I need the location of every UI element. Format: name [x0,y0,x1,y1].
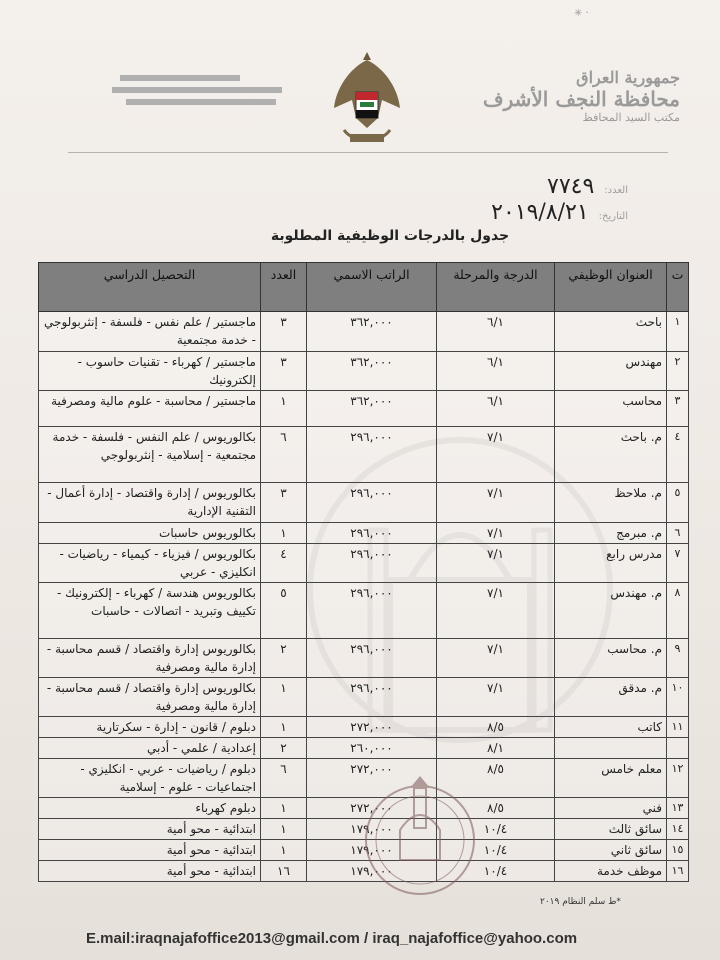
salary-cell: ٢٩٦,٠٠٠ [307,523,437,544]
salary-cell: ١٧٩,٠٠٠ [307,840,437,861]
table-row [39,639,689,678]
header-count: العدد [261,263,307,312]
edu-cell: ابتدائية - محو أمية [39,861,261,882]
num-cell: ١٤ [667,819,689,840]
num-cell: ٨ [667,583,689,639]
title-cell: م. مبرمج [555,523,667,544]
salary-cell: ٢٩٦,٠٠٠ [307,427,437,483]
num-cell: ٧ [667,544,689,583]
edu-cell: بكالوريوس حاسبات [39,523,261,544]
grade-cell: ٦/١ [437,312,555,352]
num-cell: ٢ [667,352,689,391]
table-row [39,544,689,583]
title-cell: سائق ثالث [555,819,667,840]
salary-cell: ٣٦٢,٠٠٠ [307,352,437,391]
salary-cell: ٢٩٦,٠٠٠ [307,483,437,523]
salary-cell: ٣٦٢,٠٠٠ [307,312,437,352]
salary-cell: ١٧٩,٠٠٠ [307,819,437,840]
count-cell: ٢ [261,639,307,678]
header-salary: الراتب الاسمي [307,263,437,312]
edu-cell: ماجستير / كهرباء - تقنيات حاسوب - إلكترونيك [39,352,261,391]
num-cell: ٦ [667,523,689,544]
num-cell [667,738,689,759]
grade-cell: ٧/١ [437,639,555,678]
num-cell: ١٠ [667,678,689,717]
grade-cell: ٦/١ [437,391,555,427]
num-cell: ٥ [667,483,689,523]
header-education: التحصيل الدراسي [39,263,261,312]
corner-mark: ✳ · [574,8,589,19]
edu-cell: بكالوريوس / علم النفس - فلسفة - خدمة مجتمعية - إسلامية - إنثربولوجي [39,427,261,483]
edu-cell: دبلوم / قانون - إدارة - سكرتارية [39,717,261,738]
salary-cell: ٢٧٢,٠٠٠ [307,798,437,819]
grade-cell: ١٠/٤ [437,819,555,840]
count-cell: ١ [261,717,307,738]
count-cell: ١ [261,798,307,819]
date-value: ٢٠١٩/٨/٢١ [491,200,589,225]
grade-cell: ٧/١ [437,583,555,639]
count-cell: ١ [261,678,307,717]
letterhead-line-1: جمهورية العراق [576,68,680,87]
title-cell [555,738,667,759]
edu-cell: ابتدائية - محو أمية [39,840,261,861]
table-row [39,717,689,738]
title-cell: م. باحث [555,427,667,483]
num-cell: ١٢ [667,759,689,798]
title-cell: م. مدقق [555,678,667,717]
table-header-row [39,263,689,312]
title-cell: سائق ثاني [555,840,667,861]
footnote: *ط سلم النظام ٢٠١٩ [540,897,621,907]
num-cell: ١ [667,312,689,352]
official-stamp [360,770,480,900]
count-cell: ١ [261,523,307,544]
edu-cell: بكالوريوس إدارة واقتصاد / قسم محاسبة - إدارة مالية ومصرفية [39,678,261,717]
count-cell: ٣ [261,483,307,523]
title-cell: م. محاسب [555,639,667,678]
reference-label: العدد: [604,185,628,196]
header-divider [68,152,668,153]
grade-cell: ٧/١ [437,427,555,483]
table-row [39,312,689,352]
title-cell: موظف خدمة [555,861,667,882]
salary-cell: ٢٧٢,٠٠٠ [307,759,437,798]
num-cell: ١٥ [667,840,689,861]
table-row [39,352,689,391]
num-cell: ٤ [667,427,689,483]
count-cell: ٤ [261,544,307,583]
grade-cell: ٧/١ [437,678,555,717]
edu-cell: ابتدائية - محو أمية [39,819,261,840]
count-cell: ١ [261,391,307,427]
count-cell: ١ [261,840,307,861]
iraq-eagle-emblem [330,48,404,156]
salary-cell: ٢٩٦,٠٠٠ [307,544,437,583]
table-row [39,523,689,544]
salary-cell: ٢٩٦,٠٠٠ [307,583,437,639]
table-row [39,738,689,759]
title-cell: محاسب [555,391,667,427]
edu-cell: بكالوريوس إدارة واقتصاد / قسم محاسبة - إدارة مالية ومصرفية [39,639,261,678]
num-cell: ١٦ [667,861,689,882]
count-cell: ٦ [261,759,307,798]
edu-cell: دبلوم / رياضيات - عربي - انكليزي - اجتماعيات - علوم - إسلامية [39,759,261,798]
table-row [39,583,689,639]
grade-cell: ٦/١ [437,352,555,391]
count-cell: ١ [261,819,307,840]
reference-number-row [547,174,628,199]
table-row [39,483,689,523]
num-cell: ١١ [667,717,689,738]
grade-cell: ٨/٥ [437,759,555,798]
letterhead-line-3: مكتب السيد المحافظ [582,111,680,124]
grade-cell: ٧/١ [437,483,555,523]
title-cell: م. ملاحظ [555,483,667,523]
header-title: العنوان الوظيفي [555,263,667,312]
date-label: التاريخ: [598,211,628,222]
edu-cell: بكالوريوس / إدارة واقتصاد - إدارة أعمال - التقنية الإدارية [39,483,261,523]
title-cell: باحث [555,312,667,352]
document-title: جدول بالدرجات الوظيفية المطلوبة [270,228,510,244]
grade-cell: ٨/٥ [437,717,555,738]
salary-cell: ٢٩٦,٠٠٠ [307,639,437,678]
edu-cell: ماجستير / محاسبة - علوم مالية ومصرفية [39,391,261,427]
salary-cell: ٢٦٠,٠٠٠ [307,738,437,759]
num-cell: ١٣ [667,798,689,819]
table-row [39,678,689,717]
count-cell: ٦ [261,427,307,483]
header-grade: الدرجة والمرحلة [437,263,555,312]
edu-cell: ماجستير / علم نفس - فلسفة - إنثربولوجي - خدمة مجتمعية [39,312,261,352]
count-cell: ١٦ [261,861,307,882]
grade-cell: ٨/١ [437,738,555,759]
header-num: ت [667,263,689,312]
edu-cell: بكالوريوس / فيزياء - كيمياء - رياضيات - انكليزي - عربي [39,544,261,583]
grade-cell: ٨/٥ [437,798,555,819]
salary-cell: ٢٧٢,٠٠٠ [307,717,437,738]
salary-cell: ١٧٩,٠٠٠ [307,861,437,882]
title-cell: فني [555,798,667,819]
grade-cell: ١٠/٤ [437,840,555,861]
salary-cell: ٣٦٢,٠٠٠ [307,391,437,427]
edu-cell: دبلوم كهرباء [39,798,261,819]
title-cell: كاتب [555,717,667,738]
letterhead-line-2: محافظة النجف الأشرف [482,87,680,111]
table-row [39,391,689,427]
grade-cell: ١٠/٤ [437,861,555,882]
date-row [491,200,628,225]
count-cell: ٥ [261,583,307,639]
count-cell: ٣ [261,312,307,352]
email-footer: E.mail:iraqnajafoffice2013@gmail.com / iraq_najafoffice@yahoo.com [86,930,578,947]
title-cell: م. مهندس [555,583,667,639]
grade-cell: ٧/١ [437,523,555,544]
count-cell: ٣ [261,352,307,391]
arabic-letterhead [460,68,680,124]
grade-cell: ٧/١ [437,544,555,583]
edu-cell: إعدادية / علمي - أدبي [39,738,261,759]
num-cell: ٩ [667,639,689,678]
title-cell: معلم خامس [555,759,667,798]
english-letterhead [112,72,312,111]
reference-number: ٧٧٤٩ [547,174,595,199]
salary-cell: ٢٩٦,٠٠٠ [307,678,437,717]
title-cell: مهندس [555,352,667,391]
num-cell: ٣ [667,391,689,427]
count-cell: ٢ [261,738,307,759]
edu-cell: بكالوريوس هندسة / كهرباء - إلكترونيك - تكييف وتبريد - اتصالات - حاسبات [39,583,261,639]
table-row [39,427,689,483]
title-cell: مدرس رابع [555,544,667,583]
